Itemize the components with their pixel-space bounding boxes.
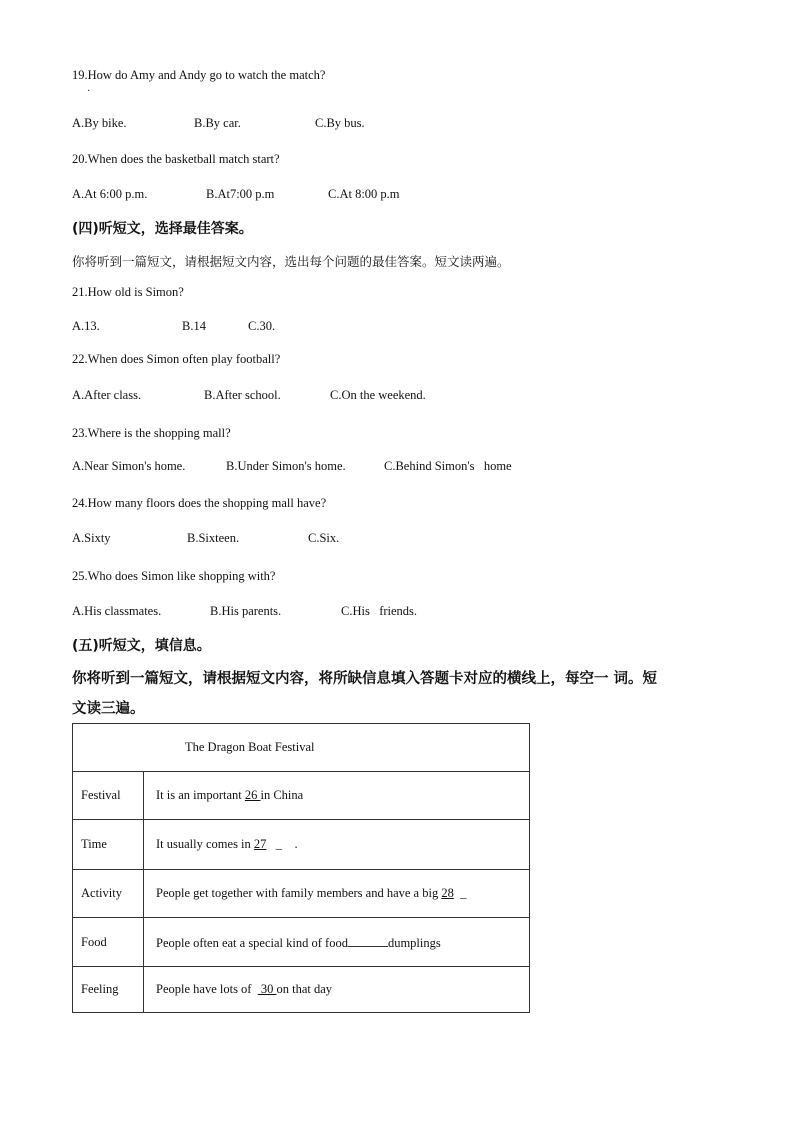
table-title-text: The Dragon Boat Festival (185, 740, 315, 754)
q21-option-a: A.13. (72, 319, 100, 333)
q23-option-c: C.Behind Simon's home (384, 459, 512, 473)
blank-26: 26 (244, 788, 261, 802)
row-text: It usually comes in (156, 837, 254, 851)
row-label-activity: Activity (73, 870, 144, 918)
row-label-feeling: Feeling (73, 967, 144, 1013)
table-row (73, 918, 530, 967)
q20-option-a: A.At 6:00 p.m. (72, 187, 148, 201)
table-row (73, 772, 530, 820)
row-text: in China (260, 788, 304, 802)
q24-option-b: B.Sixteen. (187, 531, 240, 545)
q24-option-c: C.Six. (308, 531, 340, 545)
q21-option-c: C.30. (248, 319, 276, 333)
stray-dot: · (87, 86, 91, 97)
table-title-row (73, 724, 530, 772)
section-4-heading: (四)听短文，选择最佳答案。 (72, 221, 253, 237)
row-label-time: Time (73, 820, 144, 870)
row-content-food (144, 918, 530, 967)
q23-option-a: A.Near Simon's home. (72, 459, 186, 473)
q25-option-b: B.His parents. (210, 604, 282, 618)
table-row (73, 820, 530, 870)
q25-option-c: C.His friends. (341, 604, 418, 618)
row-text: People often eat a special kind of food (156, 935, 348, 950)
question-22: 22.When does Simon often play football? (72, 352, 281, 366)
question-21: 21.How old is Simon? (72, 285, 184, 299)
row-label-food: Food (73, 918, 144, 967)
q23-option-b: B.Under Simon's home. (226, 459, 346, 473)
row-text: on that day (276, 982, 333, 996)
blank-28: 28 (441, 886, 454, 900)
q24-option-a: A.Sixty (72, 531, 111, 545)
q22-option-b: B.After school. (204, 388, 281, 402)
row-text: People have lots of (156, 982, 258, 996)
q20-option-b: B.At7:00 p.m (206, 187, 275, 201)
row-text: _ . (266, 837, 298, 851)
row-label-festival: Festival (73, 772, 144, 820)
row-content-activity (144, 870, 530, 918)
row-content-time (144, 820, 530, 870)
section-5-instruction-line-1: 你将听到一篇短文，请根据短文内容，将所缺信息填入答题卡对应的横线上，每空一 词。短 (72, 671, 658, 687)
table-title (73, 724, 530, 772)
row-text: It is an important (156, 788, 245, 802)
row-content-festival (144, 772, 530, 820)
question-23: 23.Where is the shopping mall? (72, 426, 231, 440)
q19-option-c: C.By bus. (315, 116, 365, 130)
q19-option-b: B.By car. (194, 116, 241, 130)
q25-option-a: A.His classmates. (72, 604, 162, 618)
section-5-instruction-line-2: 文读三遍。 (72, 701, 145, 717)
info-table (72, 723, 530, 1013)
table-row (73, 967, 530, 1013)
table-row (73, 870, 530, 918)
blank-30: 30 (257, 982, 277, 996)
question-24: 24.How many floors does the shopping mall have? (72, 496, 327, 510)
q22-option-a: A.After class. (72, 388, 142, 402)
q20-option-c: C.At 8:00 p.m (328, 187, 400, 201)
q21-option-b: B.14 (182, 319, 206, 333)
row-text: People get together with family members and have a big (156, 886, 442, 900)
section-5-heading: (五)听短文，填信息。 (72, 638, 211, 654)
question-19: 19.How do Amy and Andy go to watch the match? (72, 68, 326, 82)
row-text: _ (453, 886, 467, 900)
question-20: 20.When does the basketball match start? (72, 152, 280, 166)
question-25: 25.Who does Simon like shopping with? (72, 569, 276, 583)
blank-27: 27 (253, 837, 267, 851)
q19-option-a: A.By bike. (72, 116, 127, 130)
blank-29 (348, 934, 388, 947)
row-text: dumplings (387, 935, 441, 950)
row-content-feeling (144, 967, 530, 1013)
q22-option-c: C.On the weekend. (330, 388, 426, 402)
section-4-instruction: 你将听到一篇短文，请根据短文内容，选出每个问题的最佳答案。短文读两遍。 (72, 254, 510, 269)
